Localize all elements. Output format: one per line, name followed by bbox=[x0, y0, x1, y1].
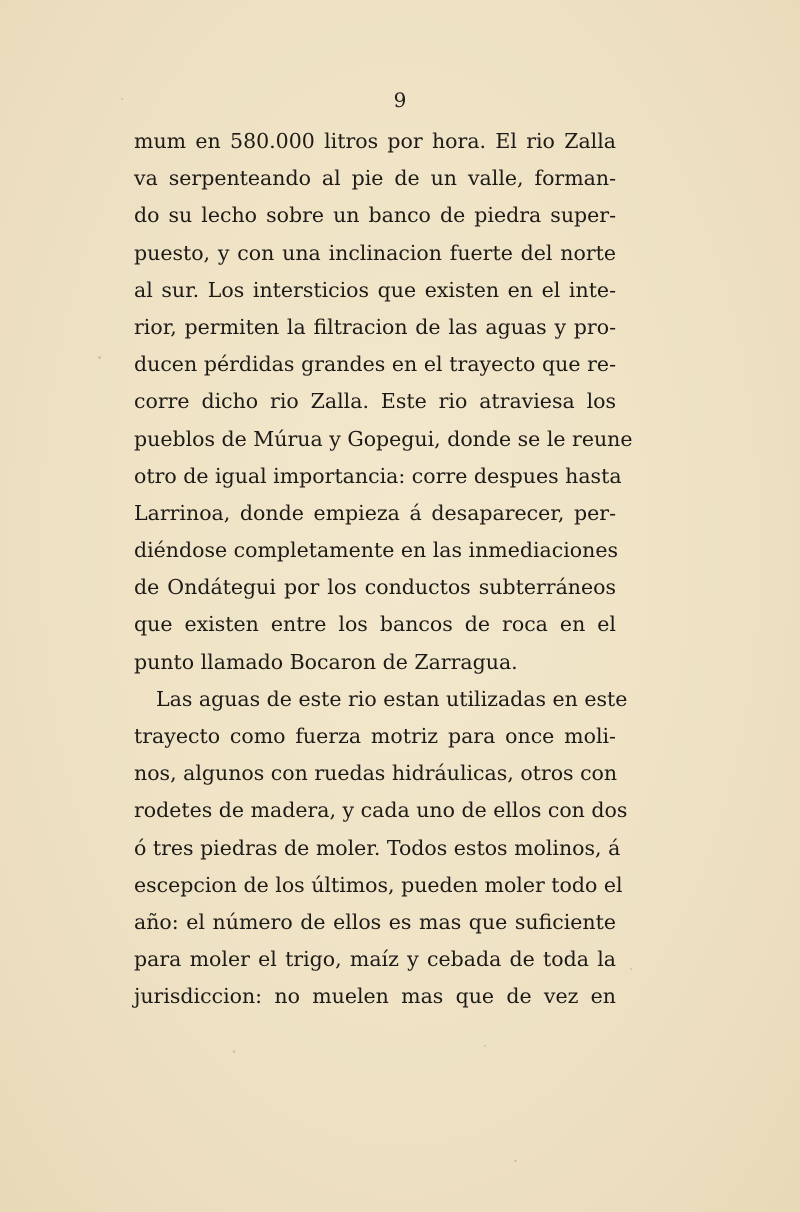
paper-speck bbox=[121, 98, 123, 100]
text-line: de Ondátegui por los conductos subterráneos bbox=[134, 575, 616, 600]
text-line: jurisdiccion: no muelen mas que de vez en bbox=[134, 984, 616, 1009]
text-line: va serpenteando al pie de un valle, forman- bbox=[134, 166, 616, 191]
paper-speck bbox=[233, 1050, 235, 1053]
text-line: para moler el trigo, maíz y cebada de toda la bbox=[134, 947, 616, 972]
text-line: al sur. Los intersticios que existen en el inte- bbox=[134, 277, 616, 302]
paper-speck bbox=[484, 1045, 486, 1047]
paper-speck bbox=[630, 968, 632, 970]
text-line: nos, algunos con ruedas hidráulicas, otros con bbox=[134, 761, 618, 786]
text-line: rior, permiten la filtracion de las aguas y pro- bbox=[134, 314, 616, 339]
text-line: Las aguas de este rio estan utilizadas en este bbox=[156, 686, 628, 711]
text-line: diéndose completamente en las inmediaciones bbox=[134, 538, 618, 563]
text-line: pueblos de Múrua y Gopegui, donde se le reune bbox=[134, 426, 633, 451]
text-line: trayecto como fuerza motriz para once moli- bbox=[134, 724, 616, 748]
text-line: corre dicho rio Zalla. Este rio atraviesa los bbox=[134, 389, 616, 414]
text-line: rodetes de madera, y cada uno de ellos con dos bbox=[134, 798, 628, 823]
text-line: puesto, y con una inclinacion fuerte del norte bbox=[134, 240, 616, 265]
text-line: do su lecho sobre un banco de piedra super- bbox=[134, 203, 616, 228]
text-line: ó tres piedras de moler. Todos estos molinos, á bbox=[134, 835, 621, 860]
paper-speck bbox=[98, 356, 101, 359]
body-text bbox=[134, 123, 633, 1016]
text-line: que existen entre los bancos de roca en el bbox=[134, 612, 616, 637]
text-line: Larrinoa, donde empieza á desaparecer, per- bbox=[134, 500, 616, 525]
text-line: punto llamado Bocaron de Zarragua. bbox=[134, 649, 518, 674]
text-line: ducen pérdidas grandes en el trayecto que re- bbox=[134, 352, 616, 377]
page-number: 9 bbox=[393, 88, 407, 112]
text-line: mum en 580.000 litros por hora. El rio Zalla bbox=[134, 129, 616, 153]
text-line: año: el número de ellos es mas que suficiente bbox=[134, 909, 616, 934]
paper-speck bbox=[514, 1160, 517, 1162]
text-line: escepcion de los últimos, pueden moler todo el bbox=[134, 872, 623, 897]
text-line: otro de igual importancia: corre despues hasta bbox=[134, 463, 622, 488]
